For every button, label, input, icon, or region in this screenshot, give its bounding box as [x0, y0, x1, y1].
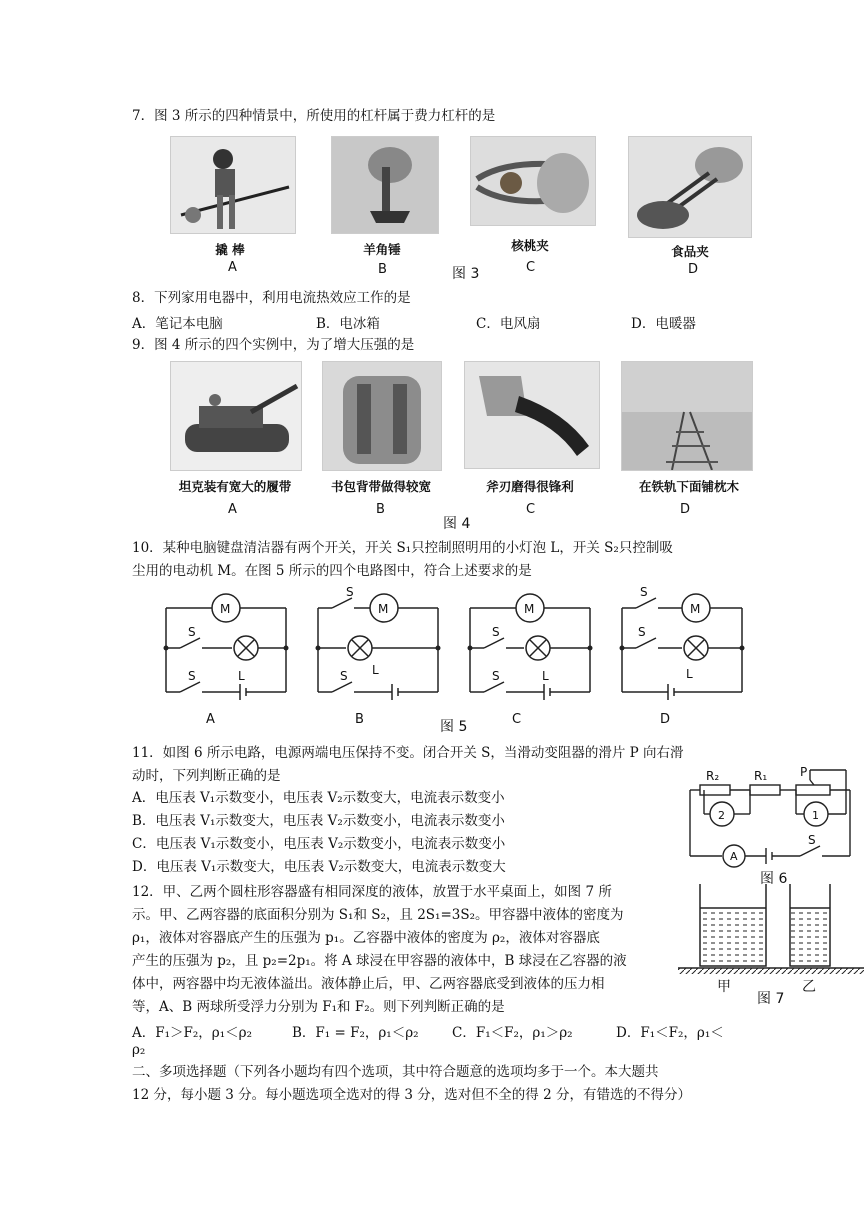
- q10-b-motor-label: M: [378, 602, 389, 616]
- q10-b-lamp-label: L: [372, 663, 379, 677]
- q12-containers-fig7: [678, 880, 864, 976]
- q10-a-lamp-label: L: [238, 669, 245, 683]
- q12-line5: 体中，两容器中均无液体溢出。液体静止后，甲、乙两容器底受到液体的压力相: [132, 976, 605, 992]
- q10-circuit-diagrams: [150, 584, 750, 704]
- q9-photo-b: [322, 361, 442, 471]
- q10-c-switch1-label: S: [492, 625, 500, 639]
- q9-photo-a: [170, 361, 302, 471]
- q10-d-switch2-label: S: [638, 625, 646, 639]
- q10-d-motor-label: M: [690, 602, 701, 616]
- q12-option-d: D．F₁＜F₂，ρ₁＜: [616, 1025, 724, 1041]
- section2-heading-line1: 二、多项选择题（下列各小题均有四个选项，其中符合题意的选项均多于一个。本大题共: [132, 1064, 659, 1080]
- q7-letter-b: B: [378, 262, 387, 277]
- q7-caption-a: 撬 棒: [215, 242, 245, 257]
- q10-a-motor-label: M: [220, 602, 231, 616]
- q9-figure-label: 图 4: [443, 516, 471, 532]
- q11-ammeter-label: A: [730, 850, 738, 863]
- q8-option-d: D．电暖器: [631, 316, 696, 332]
- nutcracker-icon: [471, 137, 595, 225]
- q10-letter-d: D: [660, 712, 671, 727]
- q7-caption-b: 羊角锤: [363, 242, 401, 257]
- q10-a-switch1-label: S: [188, 625, 196, 639]
- q10-letter-b: B: [355, 712, 364, 727]
- q10-c-switch2-label: S: [492, 669, 500, 683]
- q11-r1-label: R₁: [754, 769, 768, 783]
- tank-icon: [171, 362, 301, 470]
- q11-option-c: C．电压表 V₁示数变小，电压表 V₂示数变小，电流表示数变小: [132, 836, 506, 852]
- q12-option-d-wrap: ρ₂: [132, 1042, 146, 1058]
- q8-option-b: B．电冰箱: [316, 316, 380, 332]
- q11-v2-label: 2: [718, 809, 725, 822]
- q12-line1: 12．甲、乙两个圆柱形容器盛有相同深度的液体，放置于水平桌面上，如图 7 所: [132, 884, 612, 900]
- q9-letter-c: C: [526, 502, 536, 517]
- q11-r2-label: R₂: [706, 769, 720, 783]
- q8-option-a: A．笔记本电脑: [132, 316, 223, 332]
- q7-figure-label: 图 3: [452, 266, 480, 282]
- claw-hammer-icon: [332, 137, 438, 233]
- q9-caption-c: 斧刃磨得很锋利: [486, 479, 574, 494]
- q8-option-c: C．电风扇: [476, 316, 541, 332]
- q12-option-a: A．F₁＞F₂，ρ₁＜ρ₂: [132, 1025, 253, 1041]
- q7-stem: 7．图 3 所示的四种情景中，所使用的杠杆属于费力杠杆的是: [132, 108, 496, 124]
- q11-option-d: D．电压表 V₁示数变大，电压表 V₂示数变大，电流表示数变大: [132, 859, 506, 875]
- q7-letter-d: D: [688, 262, 699, 277]
- backpack-icon: [323, 362, 441, 470]
- q7-letter-a: A: [228, 260, 237, 275]
- q7-caption-d: 食品夹: [671, 244, 709, 259]
- q11-option-b: B．电压表 V₁示数变大，电压表 V₂示数变小，电流表示数变小: [132, 813, 505, 829]
- q10-stem-line2: 尘用的电动机 M。在图 5 所示的四个电路图中，符合上述要求的是: [132, 563, 532, 579]
- q11-figure-label: 图 6: [760, 871, 788, 887]
- q9-letter-b: B: [376, 502, 385, 517]
- q10-letter-c: C: [512, 712, 522, 727]
- q9-caption-d: 在铁轨下面铺枕木: [638, 479, 739, 494]
- railway-icon: [622, 362, 752, 470]
- q12-line6: 等，A、B 两球所受浮力分别为 F₁和 F₂。则下列判断正确的是: [132, 999, 505, 1015]
- q10-a-switch2-label: S: [188, 669, 196, 683]
- q10-b-switch1-label: S: [346, 585, 354, 599]
- q9-letter-a: A: [228, 502, 237, 517]
- q9-photo-d: [621, 361, 753, 471]
- q9-letter-d: D: [680, 502, 691, 517]
- circuit-d: [622, 594, 742, 700]
- q7-photo-d: [628, 136, 752, 238]
- q10-figure-label: 图 5: [440, 719, 468, 735]
- q12-line4: 产生的压强为 p₂，且 p₂=2p₁。将 A 球浸在甲容器的液体中，B 球浸在乙容器的液: [132, 953, 627, 969]
- q7-photo-c: [470, 136, 596, 226]
- q10-d-switch1-label: S: [640, 585, 648, 599]
- q11-stem-line2: 动时，下列判断正确的是: [132, 768, 281, 784]
- q7-photo-a: [170, 136, 296, 234]
- q10-letter-a: A: [206, 712, 215, 727]
- q12-container-label-jia: 甲: [717, 979, 731, 995]
- q10-c-lamp-label: L: [542, 669, 549, 683]
- q12-container-label-yi: 乙: [802, 979, 816, 995]
- q10-stem-line1: 10．某种电脑键盘清洁器有两个开关，开关 S₁只控制照明用的小灯泡 L，开关 S₂只控制吸: [132, 540, 673, 556]
- q11-option-a: A．电压表 V₁示数变小，电压表 V₂示数变大，电流表示数变小: [132, 790, 505, 806]
- q7-caption-c: 核桃夹: [511, 238, 549, 253]
- q9-caption-b: 书包背带做得较宽: [330, 479, 431, 494]
- q10-c-motor-label: M: [524, 602, 535, 616]
- food-tongs-icon: [629, 137, 751, 237]
- q11-switch-label: S: [808, 833, 816, 847]
- q9-photo-c: [464, 361, 600, 469]
- q10-b-switch2-label: S: [340, 669, 348, 683]
- q11-v1-label: 1: [812, 809, 819, 822]
- q12-line3: ρ₁，液体对容器底产生的压强为 p₁。乙容器中液体的密度为 ρ₂，液体对容器底: [132, 930, 600, 946]
- q8-stem: 8．下列家用电器中，利用电流热效应工作的是: [132, 290, 411, 306]
- q12-figure-label: 图 7: [757, 991, 785, 1007]
- q10-d-lamp-label: L: [686, 667, 693, 681]
- q12-option-c: C．F₁＜F₂，ρ₁＞ρ₂: [452, 1025, 573, 1041]
- q9-stem: 9．图 4 所示的四个实例中，为了增大压强的是: [132, 337, 415, 353]
- q11-stem-line1: 11．如图 6 所示电路，电源两端电压保持不变。闭合开关 S，当滑动变阻器的滑片 P 向右滑: [132, 745, 684, 761]
- q12-option-b: B．F₁ = F₂，ρ₁＜ρ₂: [292, 1025, 419, 1041]
- axe-icon: [465, 362, 599, 468]
- q7-letter-c: C: [526, 260, 536, 275]
- q12-line2: 示。甲、乙两容器的底面积分别为 S₁和 S₂，且 2S₁=3S₂。甲容器中液体的密度为: [132, 907, 624, 923]
- crowbar-scene-icon: [171, 137, 295, 233]
- q9-caption-a: 坦克装有宽大的履带: [178, 479, 292, 494]
- q11-p-label: P: [800, 765, 808, 779]
- q7-photo-b: [331, 136, 439, 234]
- section2-heading-line2: 12 分，每小题 3 分。每小题选项全选对的得 3 分，选对但不全的得 2 分，有错选的不得分）: [132, 1087, 691, 1103]
